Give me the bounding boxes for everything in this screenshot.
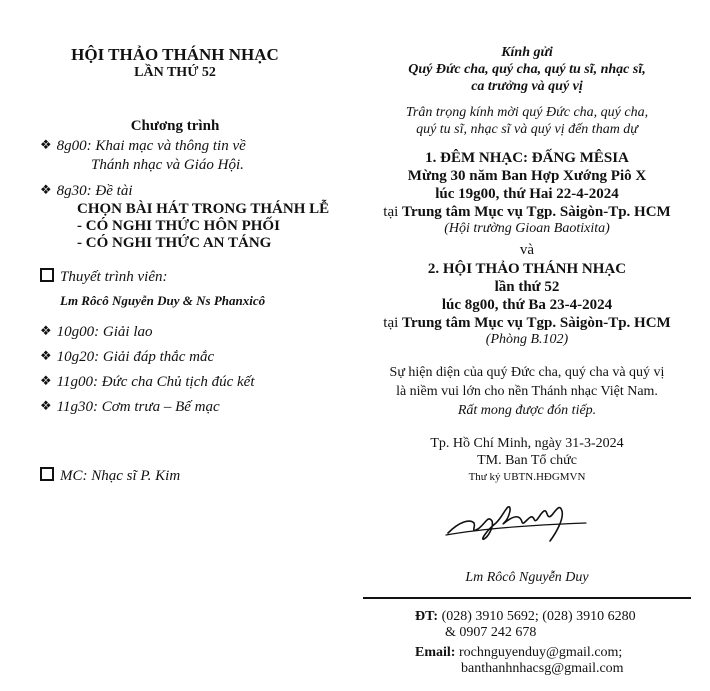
presence-line-3: Rất mong được đón tiếp. [457, 403, 597, 418]
program-heading: Chương trình [130, 118, 220, 134]
item-1-text: Khai mạc và thông tin về [95, 138, 246, 154]
speakers-label-row [40, 268, 167, 286]
presence-line-2: là niềm vui lớn cho nền Thánh nhạc Việt Nam. [396, 384, 658, 399]
event-2-subtitle: lần thứ 52 [494, 279, 560, 295]
event-2-place-prefix: tại [383, 315, 399, 331]
event-2-title: 2. HỘI THẢO THÁNH NHẠC [427, 261, 627, 277]
event-1-place-row [367, 204, 687, 221]
event-1-subtitle: Mừng 30 năm Ban Hợp Xướng Piô X [407, 168, 647, 184]
item-1-text-cont: Thánh nhạc và Giáo Hội. [91, 157, 244, 173]
program-title: HỘI THẢO THÁNH NHẠC [71, 45, 279, 64]
item-2-time: 8g30: [56, 183, 92, 199]
mc-text: MC: Nhạc sĩ P. Kim [60, 468, 181, 484]
email-line-2: banthanhnhacsg@gmail.com [461, 661, 624, 676]
event-1-hall: (Hội trường Gioan Baotixita) [444, 221, 610, 236]
presence-line-1: Sự hiện diện của quý Đức cha, quý cha và quý vị [389, 365, 665, 380]
checkbox-icon [40, 467, 54, 481]
schedule-item-1 [40, 138, 246, 155]
item-1-time: 8g00: [56, 138, 92, 154]
greeting-line-2: Quý Đức cha, quý cha, quý tu sĩ, nhạc sĩ, [408, 62, 646, 77]
secretary-title: Thư ký UBTN.HĐGMVN [468, 471, 586, 483]
divider [363, 597, 691, 599]
event-2-place-row [367, 315, 687, 332]
phone-line-1: (028) 3910 5692; (028) 3910 6280 [441, 609, 636, 624]
and-connector: và [519, 242, 535, 258]
schedule-item-3: ❖ 10g00: Giải lao [40, 324, 153, 341]
greeting-line-3: ca trưởng và quý vị [471, 79, 583, 94]
speakers-label: Thuyết trình viên: [60, 269, 168, 285]
event-1-title: 1. ĐÊM NHẠC: ĐẤNG MÊSIA [425, 150, 629, 166]
issue-date: Tp. Hồ Chí Minh, ngày 31-3-2024 [430, 436, 624, 451]
topic-line-2: - CÓ NGHI THỨC HÔN PHỐI [77, 218, 280, 234]
checkbox-icon [40, 268, 54, 282]
invite-line-2: quý tu sĩ, nhạc sĩ và quý vị đến tham dự [416, 122, 638, 137]
schedule-item-6: ❖ 11g30: Cơm trưa – Bế mạc [40, 399, 220, 416]
email-label: Email: [415, 645, 456, 660]
phone-line-2: & 0907 242 678 [445, 625, 537, 640]
event-1-place-prefix: tại [383, 204, 399, 220]
email-row [415, 645, 622, 661]
signer-name: Lm Rôcô Nguyễn Duy [465, 570, 589, 585]
topic-line-1: CHỌN BÀI HÁT TRONG THÁNH LỄ [77, 201, 330, 217]
schedule-item-2 [40, 183, 132, 200]
phone-row [415, 609, 636, 625]
greeting-line-1: Kính gửi [501, 45, 553, 60]
event-1-time: lúc 19g00, thứ Hai 22-4-2024 [435, 186, 619, 202]
item-2-text: Đề tài [95, 183, 133, 199]
phone-label: ĐT: [415, 609, 439, 624]
speakers-names: Lm Rôcô Nguyễn Duy & Ns Phanxicô [60, 293, 266, 308]
event-2-place: Trung tâm Mục vụ Tgp. Sàigòn-Tp. HCM [402, 315, 671, 331]
mc-row [40, 467, 180, 485]
email-line-1: rochnguyenduy@gmail.com; [458, 645, 623, 660]
event-2-room: (Phòng B.102) [485, 332, 569, 347]
program-subtitle: LẦN THỨ 52 [134, 65, 216, 80]
topic-line-3: - CÓ NGHI THỨC AN TÁNG [77, 235, 272, 251]
schedule-item-5: ❖ 11g00: Đức cha Chủ tịch đúc kết [40, 374, 255, 391]
organizer: TM. Ban Tổ chức [477, 453, 577, 468]
invite-line-1: Trân trọng kính mời quý Đức cha, quý cha, [405, 105, 649, 120]
schedule-item-4: ❖ 10g20: Giải đáp thắc mắc [40, 349, 214, 366]
event-1-place: Trung tâm Mục vụ Tgp. Sàigòn-Tp. HCM [402, 204, 671, 220]
event-2-time: lúc 8g00, thứ Ba 23-4-2024 [441, 297, 613, 313]
signature-image [440, 493, 590, 553]
